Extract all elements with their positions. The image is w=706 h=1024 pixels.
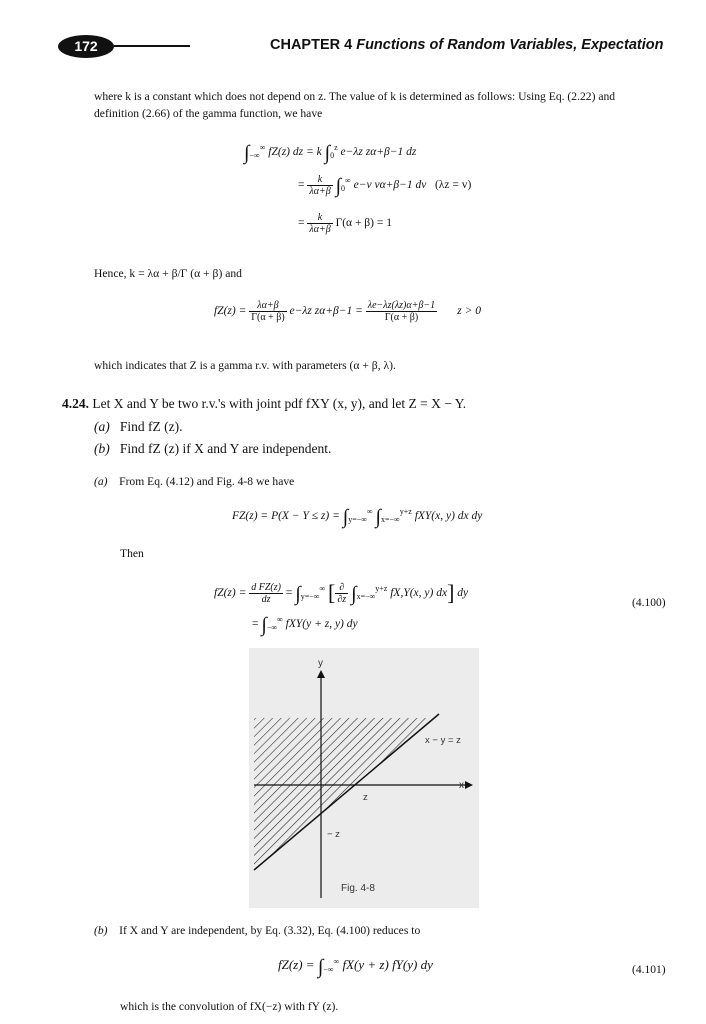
eq1-fraction: $\frac{k}{\lambda\alpha+\beta}$ (309, 174, 331, 197)
eq1-integrand: e−λz zα+β−1 dz (340, 146, 417, 158)
z-intercept-label: z (363, 792, 368, 803)
eq2-condition: z > 0 (457, 305, 481, 318)
y-axis-label: y (318, 658, 323, 669)
eq1-lhs: fZ(z) dz = k (268, 146, 322, 158)
eq1-substitution-note: (λz = v) (434, 179, 472, 192)
eq2-fraction-2: $\frac{\lambda e-\lambda z(\lambda z)\alpha+\beta-1}{\Gamma(\alpha + \beta)}$ (367, 300, 436, 323)
solution-a-intro: (a) From Eq. (4.12) and Fig. 4-8 we have (94, 475, 295, 488)
integral-sign: ∫ (324, 142, 331, 164)
eq1-line2: = $\frac{k}{\lambda\alpha+\beta}$ $\int_0^\infty$ e−v vα+β−1 dv (λz = v) (298, 174, 472, 198)
chapter-title: Functions of Random Variables, Expectation (356, 37, 664, 53)
chapter-heading (270, 37, 663, 53)
integral-sign: ∫ (244, 142, 250, 164)
hence-text: Hence, k = λα + β/Γ (α + β) and (94, 267, 242, 280)
problem-part-b: (b) Find fZ (z) if X and Y are independent. (94, 441, 332, 456)
eq1-fraction-2: $\frac{k}{\lambda\alpha+\beta}$ (309, 212, 331, 235)
intro-line-1: where k is a constant which does not depend on z. The value of k is determined as follows: Using Eq. (2.22) and (94, 90, 616, 103)
eq1-line3-rhs: Γ(α + β) = 1 (335, 217, 392, 230)
then-text: Then (120, 547, 144, 560)
intro-line-2: definition (2.66) of the gamma function, we have (94, 107, 323, 120)
line-label: x − y = z (425, 735, 461, 746)
eq-pdf-result: = $\int_{-\infty}^\infty$ fXY(y + z, y) dy (252, 614, 358, 636)
problem-statement (62, 396, 466, 412)
integral-sign: ∫ (335, 175, 342, 198)
figure-caption: Fig. 4-8 (341, 883, 375, 894)
problem-part-a: (a) Find fZ (z). (94, 419, 183, 434)
eq-cdf: $FZ(z) = P(X - Y \le z) = \int_{y=-\infty}^\infty$ $\int_{x=-\infty}^{y+z}$ fXY(x, y) dx dy (232, 506, 483, 528)
eq1-line3: = $\frac{k}{\lambda\alpha+\beta}$ Γ(α + β) = 1 (298, 212, 392, 235)
eq2-lhs: fZ(z) = (214, 305, 247, 318)
eq-number-4-101: (4.101) (632, 964, 666, 976)
eq1-line1: $\int_{-\infty}^\infty$ fZ(z) dz = k $\int_0^z$ e−λz zα+β−1 dz (244, 142, 417, 164)
x-axis-label: x (459, 780, 464, 791)
page-number: 172 (58, 35, 114, 58)
header-rule (114, 45, 190, 47)
eq-number-4-100: (4.100) (632, 597, 666, 609)
solution-b-intro: (b) If X and Y are independent, by Eq. (3.32), Eq. (4.100) reduces to (94, 924, 421, 937)
eq1-line2-integrand: e−v vα+β−1 dv (353, 179, 427, 192)
neg-z-intercept-label: − z (327, 829, 340, 840)
problem-number: 4.24. (62, 396, 89, 411)
convolution-conclusion: which is the convolution of fX(−z) with fY (z). (120, 1000, 339, 1013)
gamma-conclusion: which indicates that Z is a gamma r.v. with parameters (α + β, λ). (94, 359, 396, 372)
intro-paragraph (94, 88, 664, 122)
eq2-fraction-1: $\frac{\lambda\alpha+\beta}{\Gamma(\alpha + \beta)}$ (251, 300, 285, 323)
figure-4-8 (249, 648, 479, 908)
problem-text: Let X and Y be two r.v.'s with joint pdf fXY (x, y), and let Z = X − Y. (92, 396, 467, 411)
eq2 (214, 300, 481, 323)
chapter-label: CHAPTER 4 (270, 37, 353, 53)
eq-pdf-derivative: fZ(z) = $\frac{\text{d FZ(z)}}{dz}$ = $\int_{y=-\infty}^\infty$ [ $\frac{\partial}{\partial z}$ $\int_{x=-\infty}^{y+z}$ fX,Y(x, y) dx] dy (214, 580, 469, 605)
eq2-middle: e−λz zα+β−1 = (289, 305, 363, 318)
eq-convolution: $fZ(z) = \int_{-\infty}^\infty$ fX(y + z) fY(y) dy (278, 956, 433, 978)
